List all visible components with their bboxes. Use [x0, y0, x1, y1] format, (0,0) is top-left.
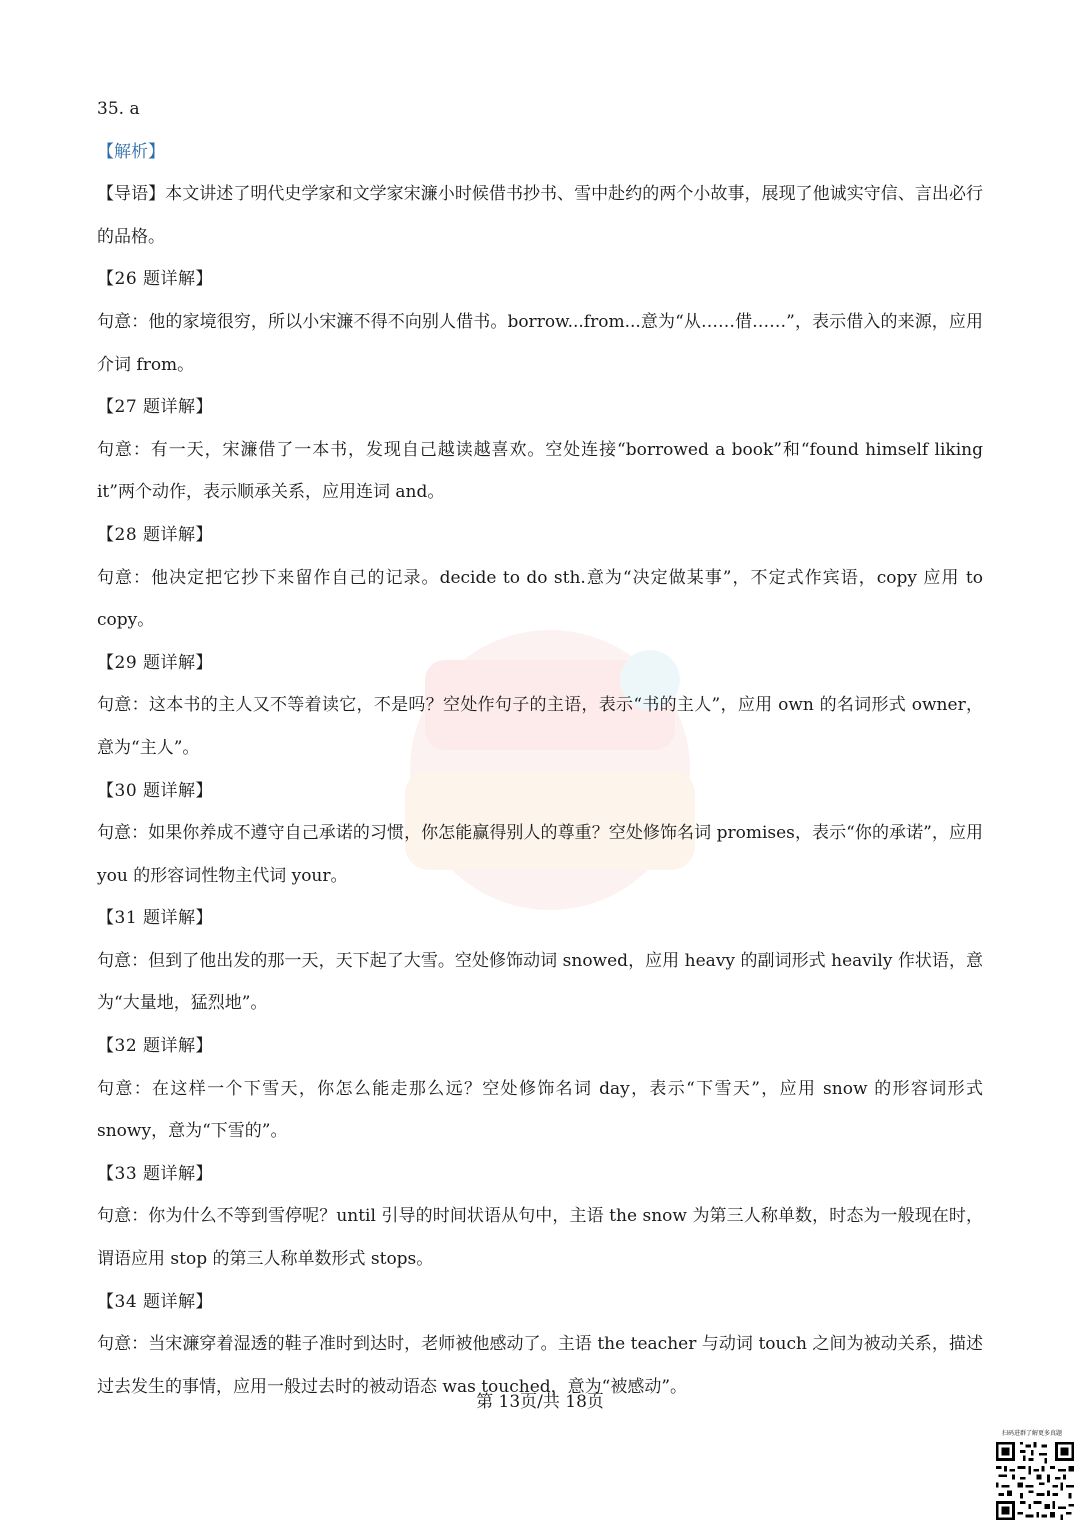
analysis-label: 【解析】: [97, 141, 165, 162]
question-explanation-28: 句意：他决定把它抄下来留作自己的记录。decide to do sth.意为“决定做某事”，不定式作宾语，copy 应用 to copy。: [97, 567, 983, 631]
question-explanation-31: 句意：但到了他出发的那一天，天下起了大雪。空处修饰动词 snowed，应用 heavy 的副词形式 heavily 作状语，意为“大量地，猛烈地”。: [97, 950, 983, 1014]
question-heading-32: 【32 题详解】: [97, 1036, 214, 1057]
question-explanation-27: 句意：有一天，宋濂借了一本书，发现自己越读越喜欢。空处连接“borrowed a book”和“found himself liking it”两个动作，表示顺承关系，应用连词 and。: [97, 439, 983, 503]
question-heading-33: 【33 题详解】: [97, 1163, 214, 1184]
document-body: [97, 88, 983, 1408]
qr-code-icon[interactable]: [996, 1442, 1074, 1520]
question-explanation-30: 句意：如果你养成不遵守自己承诺的习惯，你怎能赢得别人的尊重？空处修饰名词 promises，表示“你的承诺”，应用 you 的形容词性物主代词 your。: [97, 823, 983, 886]
question-heading-27: 【27 题详解】: [97, 397, 214, 418]
page-number-footer: 第 13页/共 18页: [476, 1392, 604, 1412]
intro-paragraph: 【导语】本文讲述了明代史学家和文学家宋濂小时候借书抄书、雪中赴约的两个小故事，展现了他诚实守信、言出必行的品格。: [97, 184, 983, 247]
question-explanation-26: 句意：他的家境很穷，所以小宋濂不得不向别人借书。borrow...from...意为“从……借……”，表示借入的来源，应用介词 from。: [97, 311, 983, 375]
qr-caption: 扫码进群了解更多真题: [1001, 1430, 1062, 1437]
question-heading-29: 【29 题详解】: [97, 652, 214, 673]
question-explanation-29: 句意：这本书的主人又不等着读它，不是吗？空处作句子的主语，表示“书的主人”，应用 own 的名词形式 owner，意为“主人”。: [97, 695, 983, 758]
question-explanation-32: 句意：在这样一个下雪天，你怎么能走那么远？空处修饰名词 day，表示“下雪天”，应用 snow 的形容词形式 snowy，意为“下雪的”。: [97, 1078, 983, 1142]
question-heading-31: 【31 题详解】: [97, 908, 214, 929]
question-heading-26: 【26 题详解】: [97, 269, 214, 290]
question-heading-30: 【30 题详解】: [97, 780, 214, 801]
question-heading-28: 【28 题详解】: [97, 524, 214, 545]
question-explanation-33: 句意：你为什么不等到雪停呢？until 引导的时间状语从句中，主语 the snow 为第三人称单数，时态为一般现在时，谓语应用 stop 的第三人称单数形式 stops。: [97, 1206, 983, 1270]
answer-line: 35. a: [97, 99, 140, 119]
question-explanation-34: 句意：当宋濂穿着湿透的鞋子准时到达时，老师被他感动了。主语 the teacher 与动词 touch 之间为被动关系，描述过去发生的事情，应用一般过去时的被动语态 was touched，意为“被感动”。: [97, 1334, 983, 1397]
question-heading-34: 【34 题详解】: [97, 1291, 214, 1312]
